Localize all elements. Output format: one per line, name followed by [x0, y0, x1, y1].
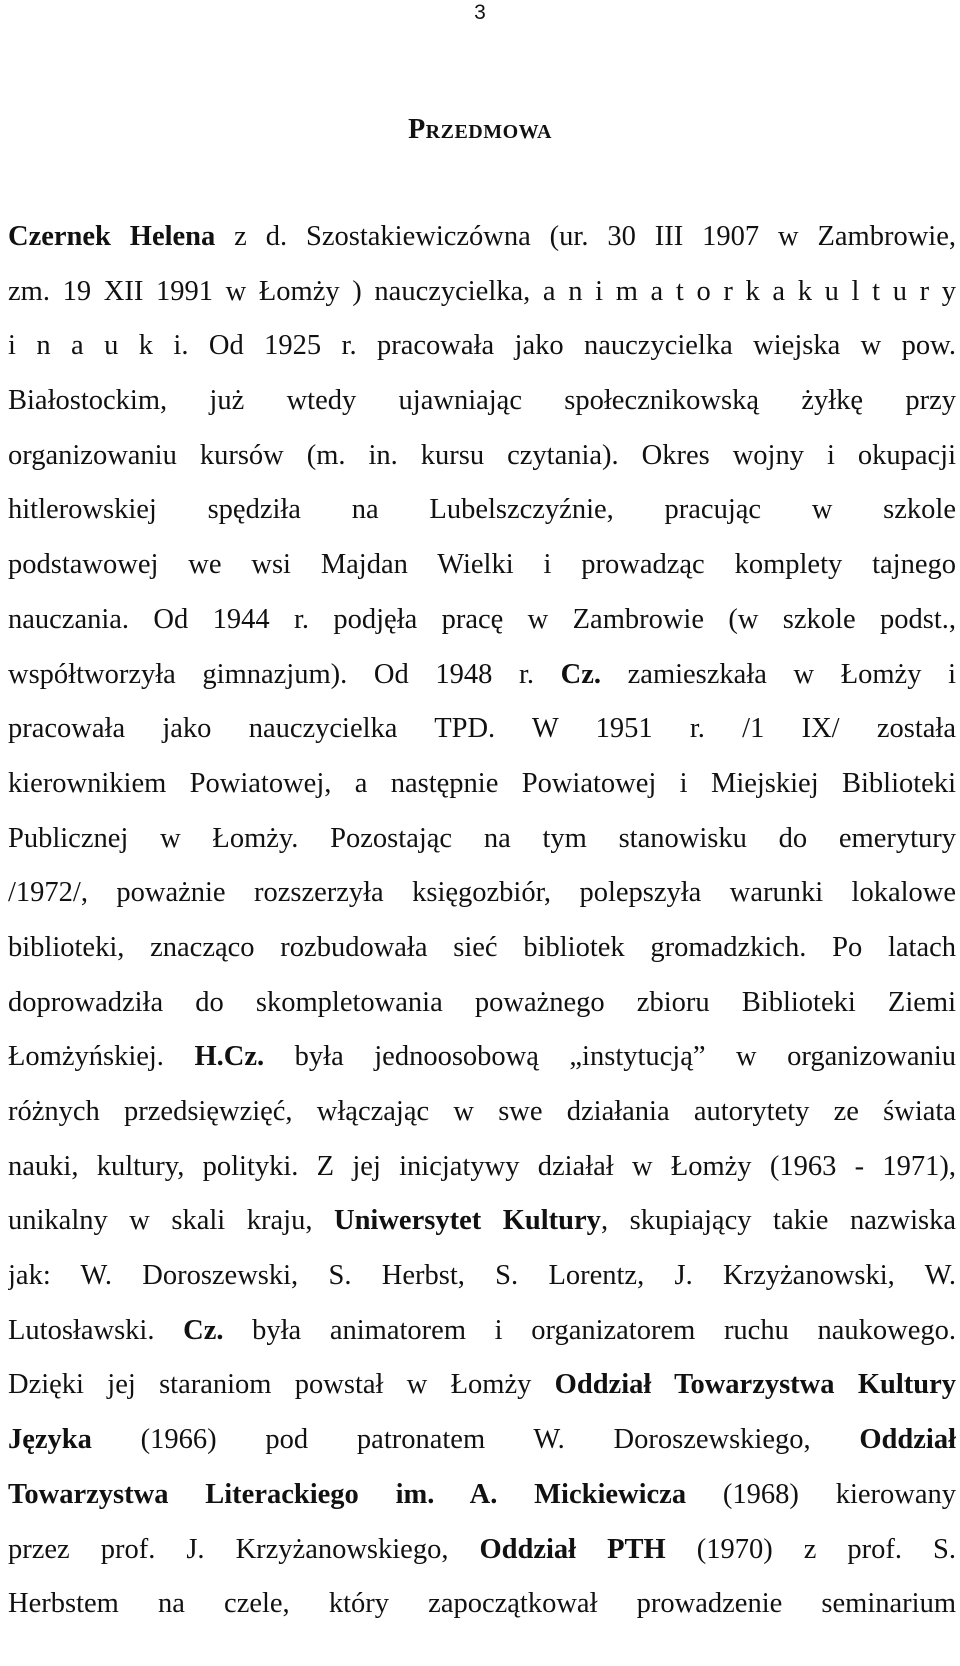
text-line — [8, 866, 956, 921]
text-run: doprowadziła do skompletowania poważnego zbioru Biblioteki Ziemi — [8, 986, 956, 1018]
text-line — [8, 1577, 956, 1632]
bold-run: Języka — [8, 1424, 92, 1456]
text-line — [8, 702, 956, 757]
bold-run: Oddział Towarzystwa Kultury — [554, 1369, 956, 1401]
text-run: , skupiający takie nazwiska — [600, 1205, 956, 1237]
text-run: Łomżyńskiej. — [8, 1041, 195, 1073]
text-run: Dzięki jej staraniom powstał w Łomży — [8, 1369, 555, 1401]
text-line — [8, 210, 956, 265]
text-run: Lutosławski. — [8, 1314, 184, 1346]
text-line — [8, 1413, 956, 1468]
text-run: kierownikiem Powiatowej, a następnie Powiatowej i Miejskiej Biblioteki — [8, 767, 956, 799]
text-line — [8, 1030, 956, 1085]
text-run: była animatorem i organizatorem ruchu naukowego. — [223, 1314, 956, 1346]
text-line — [8, 757, 956, 812]
text-run: /1972/, poważnie rozszerzyła księgozbiór, polepszyła warunki lokalowe — [8, 877, 956, 909]
text-run: (1968) kierowany — [686, 1478, 956, 1510]
text-run: biblioteki, znacząco rozbudowała sieć bibliotek gromadzkich. Po latach — [8, 931, 956, 963]
text-run: różnych przedsięwzięć, włączając w swe działania autorytety ze świata — [8, 1096, 956, 1127]
bold-run: H.Cz. — [194, 1041, 265, 1073]
text-line — [8, 265, 956, 320]
text-line — [8, 1249, 956, 1304]
text-run: hitlerowskiej spędziła na Lubelszczyźnie, pracując w szkole — [8, 494, 956, 526]
text-run: (1970) z prof. S. — [665, 1533, 956, 1565]
page-title: Przedmowa — [408, 114, 552, 145]
text-run: Białostockim, już wtedy ujawniając społecznikowską żyłkę przy — [8, 385, 956, 417]
text-line — [8, 921, 956, 976]
text-line — [8, 1468, 956, 1523]
text-line — [8, 812, 956, 867]
text-run: podstawowej we wsi Majdan Wielki i prowadząc komplety tajnego — [8, 549, 956, 581]
bold-run: Oddział PTH — [479, 1533, 666, 1565]
preface-body — [8, 210, 956, 1632]
text-line — [8, 1523, 956, 1578]
text-run: nauki, kultury, polityki. Z jej inicjatywy działał w Łomży (1963 - 1971), — [8, 1150, 956, 1182]
text-line — [8, 593, 956, 648]
text-run: przez prof. J. Krzyżanowskiego, — [8, 1533, 480, 1565]
text-line — [8, 319, 956, 374]
text-line — [8, 648, 956, 703]
text-run: organizowaniu kursów (m. in. kursu czytania). Okres wojny i okupacji — [8, 439, 956, 471]
text-run: była jednoosobową „instytucją” w organizowaniu — [264, 1041, 956, 1073]
text-run: jak: W. Doroszewski, S. Herbst, S. Lorentz, J. Krzyżanowski, W. — [8, 1260, 956, 1292]
text-run: (1966) pod patronatem W. Doroszewskiego, — [91, 1424, 860, 1456]
text-run: z d. Szostakiewiczówna (ur. 30 III 1907 w Zambrowie, — [215, 221, 956, 252]
text-line — [8, 1140, 956, 1195]
text-run: współtworzyła gimnazjum). Od 1948 r. — [8, 658, 561, 690]
text-line — [8, 538, 956, 593]
page-number: 3 — [474, 1, 486, 24]
text-line — [8, 1358, 956, 1413]
text-line — [8, 1194, 956, 1249]
text-run: pracowała jako nauczycielka TPD. W 1951 r. /1 IX/ została — [8, 713, 956, 745]
bold-run: Oddział — [859, 1424, 956, 1456]
bold-run: Czernek Helena — [8, 221, 216, 252]
text-line — [8, 976, 956, 1031]
bold-run: Cz. — [560, 658, 602, 690]
text-line — [8, 483, 956, 538]
text-line — [8, 1085, 956, 1140]
text-run: zm. 19 XII 1991 w Łomży ) nauczycielka, a n i m a t o r k a k u l t u r y — [8, 275, 956, 307]
text-run: i n a u k i. Od 1925 r. pracowała jako nauczycielka wiejska w pow. — [8, 330, 956, 362]
bold-run: Uniwersytet Kultury — [334, 1205, 601, 1237]
text-line — [8, 374, 956, 429]
text-line — [8, 1304, 956, 1359]
text-run: Herbstem na czele, który zapoczątkował prowadzenie seminarium — [8, 1588, 956, 1620]
text-run: nauczania. Od 1944 r. podjęła pracę w Zambrowie (w szkole podst., — [8, 603, 956, 635]
bold-run: Towarzystwa Literackiego im. A. Mickiewicza — [8, 1478, 687, 1510]
bold-run: Cz. — [183, 1314, 224, 1346]
text-line — [8, 429, 956, 484]
text-run: unikalny w skali kraju, — [8, 1205, 334, 1237]
text-run: zamieszkała w Łomży i — [601, 658, 956, 690]
text-run: Publicznej w Łomży. Pozostając na tym stanowisku do emerytury — [8, 822, 956, 854]
